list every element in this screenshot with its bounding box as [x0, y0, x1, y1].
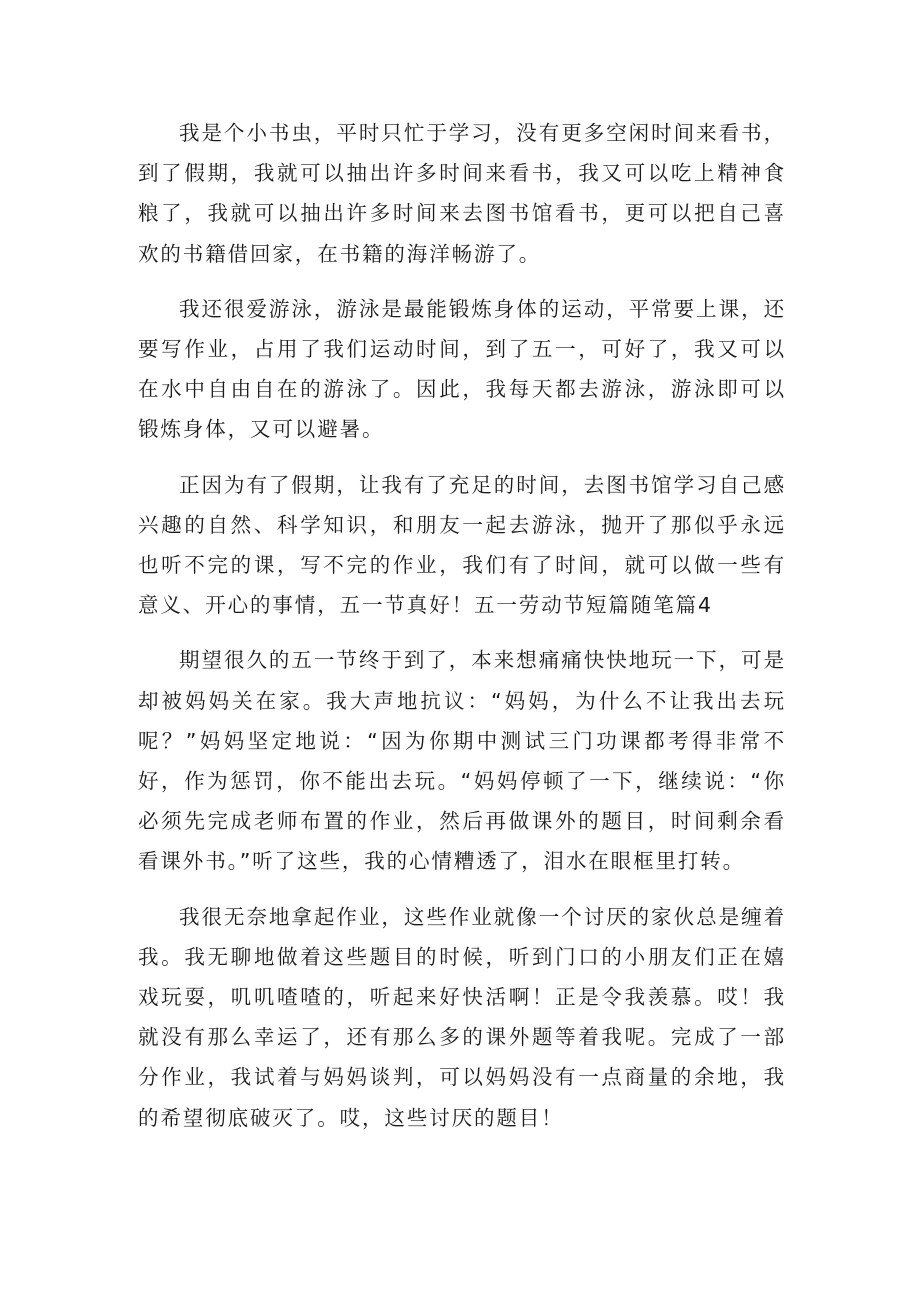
paragraph-2: 我还很爱游泳，游泳是最能锻炼身体的运动，平常要上课，还要写作业，占用了我们运动时间，到了五一，可好了，我又可以在水中自由自在的游泳了。因此，我每天都去游泳，游泳即可以锻炼身体，又可以避暑。 — [138, 296, 786, 442]
paragraph-5: 我很无奈地拿起作业，这些作业就像一个讨厌的家伙总是缠着我。我无聊地做着这些题目的时候，听到门口的小朋友们正在嬉戏玩耍，叽叽喳喳的，听起来好快活啊！正是令我羡慕。哎！我就没有那么幸运了，还有那么多的课外题等着我呢。完成了一部分作业，我试着与妈妈谈判，可以妈妈没有一点商量的余地，我的希望彻底破灭了。哎，这些讨厌的题目！ — [138, 904, 786, 1130]
paragraph-1: 我是个小书虫，平时只忙于学习，没有更多空闲时间来看书，到了假期，我就可以抽出许多时间来看书，我又可以吃上精神食粮了，我就可以抽出许多时间来去图书馆看书，更可以把自己喜欢的书籍借回家，在书籍的海洋畅游了。 — [138, 121, 786, 266]
paragraph-3: 正因为有了假期，让我有了充足的时间，去图书馆学习自己感兴趣的自然、科学知识，和朋友一起去游泳，抛开了那似乎永远也听不完的课，写不完的作业，我们有了时间，就可以做一些有意义、开心的事情，五一节真好！五一劳动节短篇随笔篇4 — [138, 472, 786, 618]
paragraph-4: 期望很久的五一节终于到了，本来想痛痛快快地玩一下，可是却被妈妈关在家。我大声地抗议：“妈妈，为什么不让我出去玩呢？”妈妈坚定地说：“因为你期中测试三门功课都考得非常不好，作为惩罚，你不能出去玩。“妈妈停顿了一下，继续说：“你必须先完成老师布置的作业，然后再做课外的题目，时间剩余看看课外书。”听了这些，我的心情糟透了，泪水在眼框里打转。 — [138, 648, 786, 874]
document-body — [138, 113, 786, 1153]
